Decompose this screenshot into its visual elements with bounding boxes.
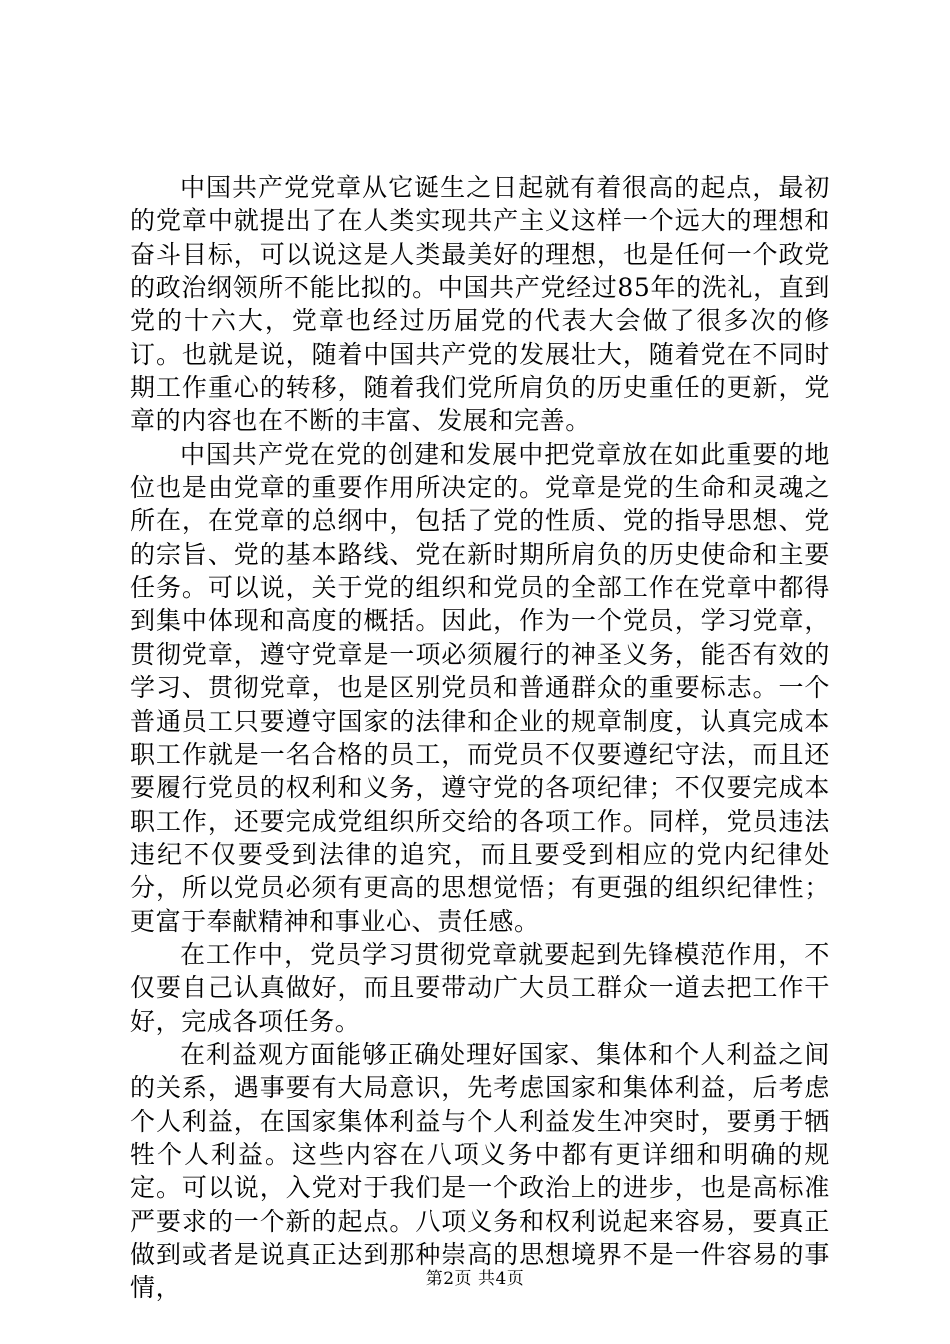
paragraph-4: 在利益观方面能够正确处理好国家、集体和个人利益之间的关系，遇事要有大局意识，先考虑国家和集体利益，后考虑个人利益，在国家集体利益与个人利益发生冲突时，要勇于牺牲个人利益。这些内容在八项义务中都有更详细和明确的规定。可以说，入党对于我们是一个政治上的进步，也是高标准严要求的一个新的起点。八项义务和权利说起来容易，要真正做到或者是说真正达到那种崇高的思想境界不是一件容易的事情， <box>130 1039 830 1303</box>
document-body <box>130 171 830 1305</box>
paragraph-3: 在工作中，党员学习贯彻党章就要起到先锋模范作用，不仅要自己认真做好，而且要带动广大员工群众一道去把工作干好，完成各项任务。 <box>130 939 830 1036</box>
page-number-footer: 第2页 共4页 <box>425 1269 525 1289</box>
paragraph-1: 中国共产党党章从它诞生之日起就有着很高的起点，最初的党章中就提出了在人类实现共产主义这样一个远大的理想和奋斗目标，可以说这是人类最美好的理想，也是任何一个政党的政治纲领所不能比拟的。中国共产党经过85年的洗礼，直到党的十六大，党章也经过历届党的代表大会做了很多次的修订。也就是说，随着中国共产党的发展壮大，随着党在不同时期工作重心的转移，随着我们党所肩负的历史重任的更新，党章的内容也在不断的丰富、发展和完善。 <box>130 173 830 436</box>
paragraph-2: 中国共产党在党的创建和发展中把党章放在如此重要的地位也是由党章的重要作用所决定的。党章是党的生命和灵魂之所在，在党章的总纲中，包括了党的性质、党的指导思想、党的宗旨、党的基本路线、党在新时期所肩负的历史使命和主要任务。可以说，关于党的组织和党员的全部工作在党章中都得到集中体现和高度的概括。因此，作为一个党员，学习党章，贯彻党章，遵守党章是一项必须履行的神圣义务，能否有效的学习、贯彻党章，也是区别党员和普通群众的重要标志。一个普通员工只要遵守国家的法律和企业的规章制度，认真完成本职工作就是一名合格的员工，而党员不仅要遵纪守法，而且还要履行党员的权利和义务，遵守党的各项纪律；不仅要完成本职工作，还要完成党组织所交给的各项工作。同样，党员违法违纪不仅要受到法律的追究，而且要受到相应的党内纪律处分，所以党员必须有更高的思想觉悟；有更强的组织纪律性；更富于奉献精神和事业心、责任感。 <box>130 439 830 936</box>
